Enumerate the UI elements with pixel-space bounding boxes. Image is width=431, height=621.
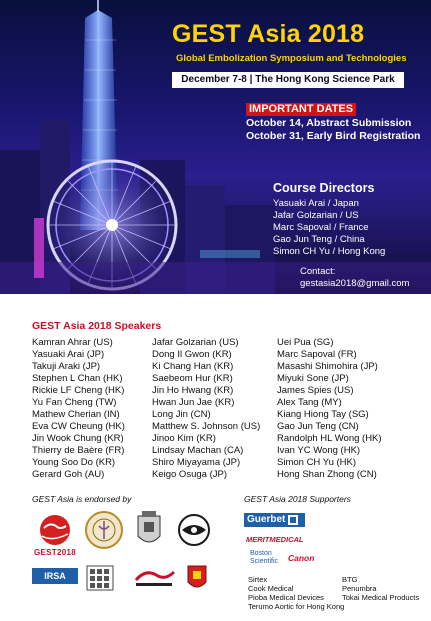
- supporter-text: Penumbra: [342, 584, 377, 593]
- speaker-name: Jafar Golzarian (US): [152, 337, 239, 348]
- date-venue-bar: December 7-8 | The Hong Kong Science Park: [172, 72, 404, 88]
- supporter-text: Pioba Medical Devices: [248, 593, 324, 602]
- supporter-text: Terumo Aortic for Hong Kong: [248, 602, 345, 611]
- speaker-name: Masashi Shimohira (JP): [277, 361, 378, 372]
- interventional-radiology-society-logo: [132, 566, 176, 590]
- supporters-label: GEST Asia 2018 Supporters: [244, 494, 351, 504]
- society-eye-logo: [174, 512, 214, 548]
- speaker-name: Gao Jun Teng (CN): [277, 421, 359, 432]
- supporter-text: Tokai Medical Products: [342, 593, 420, 602]
- important-dates-heading: IMPORTANT DATES: [246, 103, 356, 116]
- contact-label: Contact:: [300, 266, 336, 277]
- speaker-name: Stephen L Chan (HK): [32, 373, 123, 384]
- course-director-item: Jafar Golzarian / US: [273, 210, 359, 221]
- merit-medical-logo: MERITMEDICAL: [246, 535, 304, 544]
- speaker-name: Simon CH Yu (HK): [277, 457, 357, 468]
- speaker-name: Randolph HL Wong (HK): [277, 433, 382, 444]
- supporter-text: BTG: [342, 575, 358, 584]
- irsa-logo: IRSA: [32, 568, 78, 584]
- speaker-name: James Spies (US): [277, 385, 354, 396]
- speaker-name: Yu Fan Cheng (TW): [32, 397, 117, 408]
- course-directors-heading: Course Directors: [273, 181, 375, 195]
- speaker-name: Marc Sapoval (FR): [277, 349, 357, 360]
- speaker-name: Takuji Araki (JP): [32, 361, 101, 372]
- speaker-name: Jin Ho Hwang (KR): [152, 385, 234, 396]
- society-seal-logo: [84, 508, 124, 552]
- speaker-name: Dong Il Gwon (KR): [152, 349, 232, 360]
- speaker-name: Matthew S. Johnson (US): [152, 421, 261, 432]
- canon-logo: Canon: [288, 553, 315, 563]
- speaker-name: Mathew Cherian (IN): [32, 409, 120, 420]
- speaker-name: Long Jin (CN): [152, 409, 211, 420]
- important-date-item: October 31, Early Bird Registration: [246, 130, 421, 142]
- speaker-name: Jinoo Kim (KR): [152, 433, 216, 444]
- speaker-name: Miyuki Sone (JP): [277, 373, 349, 384]
- speaker-name: Hwan Jun Jae (KR): [152, 397, 235, 408]
- grid-society-logo: [86, 565, 114, 591]
- endorsed-label: GEST Asia is endorsed by: [32, 494, 132, 504]
- speaker-name: Rickie LF Cheng (HK): [32, 385, 125, 396]
- course-director-item: Yasuaki Arai / Japan: [273, 198, 359, 209]
- speaker-name: Alex Tang (MY): [277, 397, 342, 408]
- speaker-name: Saebeom Hur (KR): [152, 373, 233, 384]
- guerbet-mark-icon: [288, 515, 298, 525]
- speaker-name: Ivan YC Wong (HK): [277, 445, 361, 456]
- contact-email-link[interactable]: gestasia2018@gmail.com: [300, 278, 410, 289]
- event-title: GEST Asia 2018: [172, 20, 365, 48]
- speaker-name: Young Soo Do (KR): [32, 457, 116, 468]
- speaker-name: Ki Chang Han (KR): [152, 361, 234, 372]
- speakers-column-3: [277, 337, 382, 481]
- speaker-name: Eva CW Cheung (HK): [32, 421, 125, 432]
- supporter-text: Cook Medical: [248, 584, 294, 593]
- speakers-heading: GEST Asia 2018 Speakers: [32, 320, 162, 332]
- course-director-item: Gao Jun Teng / China: [273, 234, 365, 245]
- speaker-name: Uei Pua (SG): [277, 337, 334, 348]
- guerbet-logo: Guerbet: [244, 513, 305, 527]
- speakers-column-2: [152, 337, 260, 481]
- speaker-name: Gerard Goh (AU): [32, 469, 105, 480]
- event-subtitle: Global Embolization Symposium and Technologies: [176, 53, 407, 64]
- boston-scientific-logo: Boston Scientific: [250, 550, 279, 565]
- important-date-item: October 14, Abstract Submission: [246, 117, 412, 129]
- speaker-name: Thierry de Baère (FR): [32, 445, 125, 456]
- gest-logo-text: GEST2018: [34, 548, 76, 557]
- gest-2018-logo: [30, 510, 80, 560]
- speakers-column-1: [32, 337, 125, 481]
- hero-banner: [0, 0, 431, 294]
- society-crest-logo: [132, 508, 166, 554]
- college-crest-logo: [184, 562, 210, 594]
- course-director-item: Simon CH Yu / Hong Kong: [273, 246, 386, 257]
- speaker-name: Lindsay Machan (CA): [152, 445, 244, 456]
- speaker-name: Yasuaki Arai (JP): [32, 349, 105, 360]
- supporter-text: Sirtex: [248, 575, 268, 584]
- speaker-name: Kiang Hiong Tay (SG): [277, 409, 369, 420]
- speaker-name: Jin Wook Chung (KR): [32, 433, 124, 444]
- speaker-name: Hong Shan Zhong (CN): [277, 469, 377, 480]
- speaker-name: Kamran Ahrar (US): [32, 337, 113, 348]
- speaker-name: Shiro Miyayama (JP): [152, 457, 241, 468]
- speaker-name: Keigo Osuga (JP): [152, 469, 227, 480]
- course-director-item: Marc Sapoval / France: [273, 222, 369, 233]
